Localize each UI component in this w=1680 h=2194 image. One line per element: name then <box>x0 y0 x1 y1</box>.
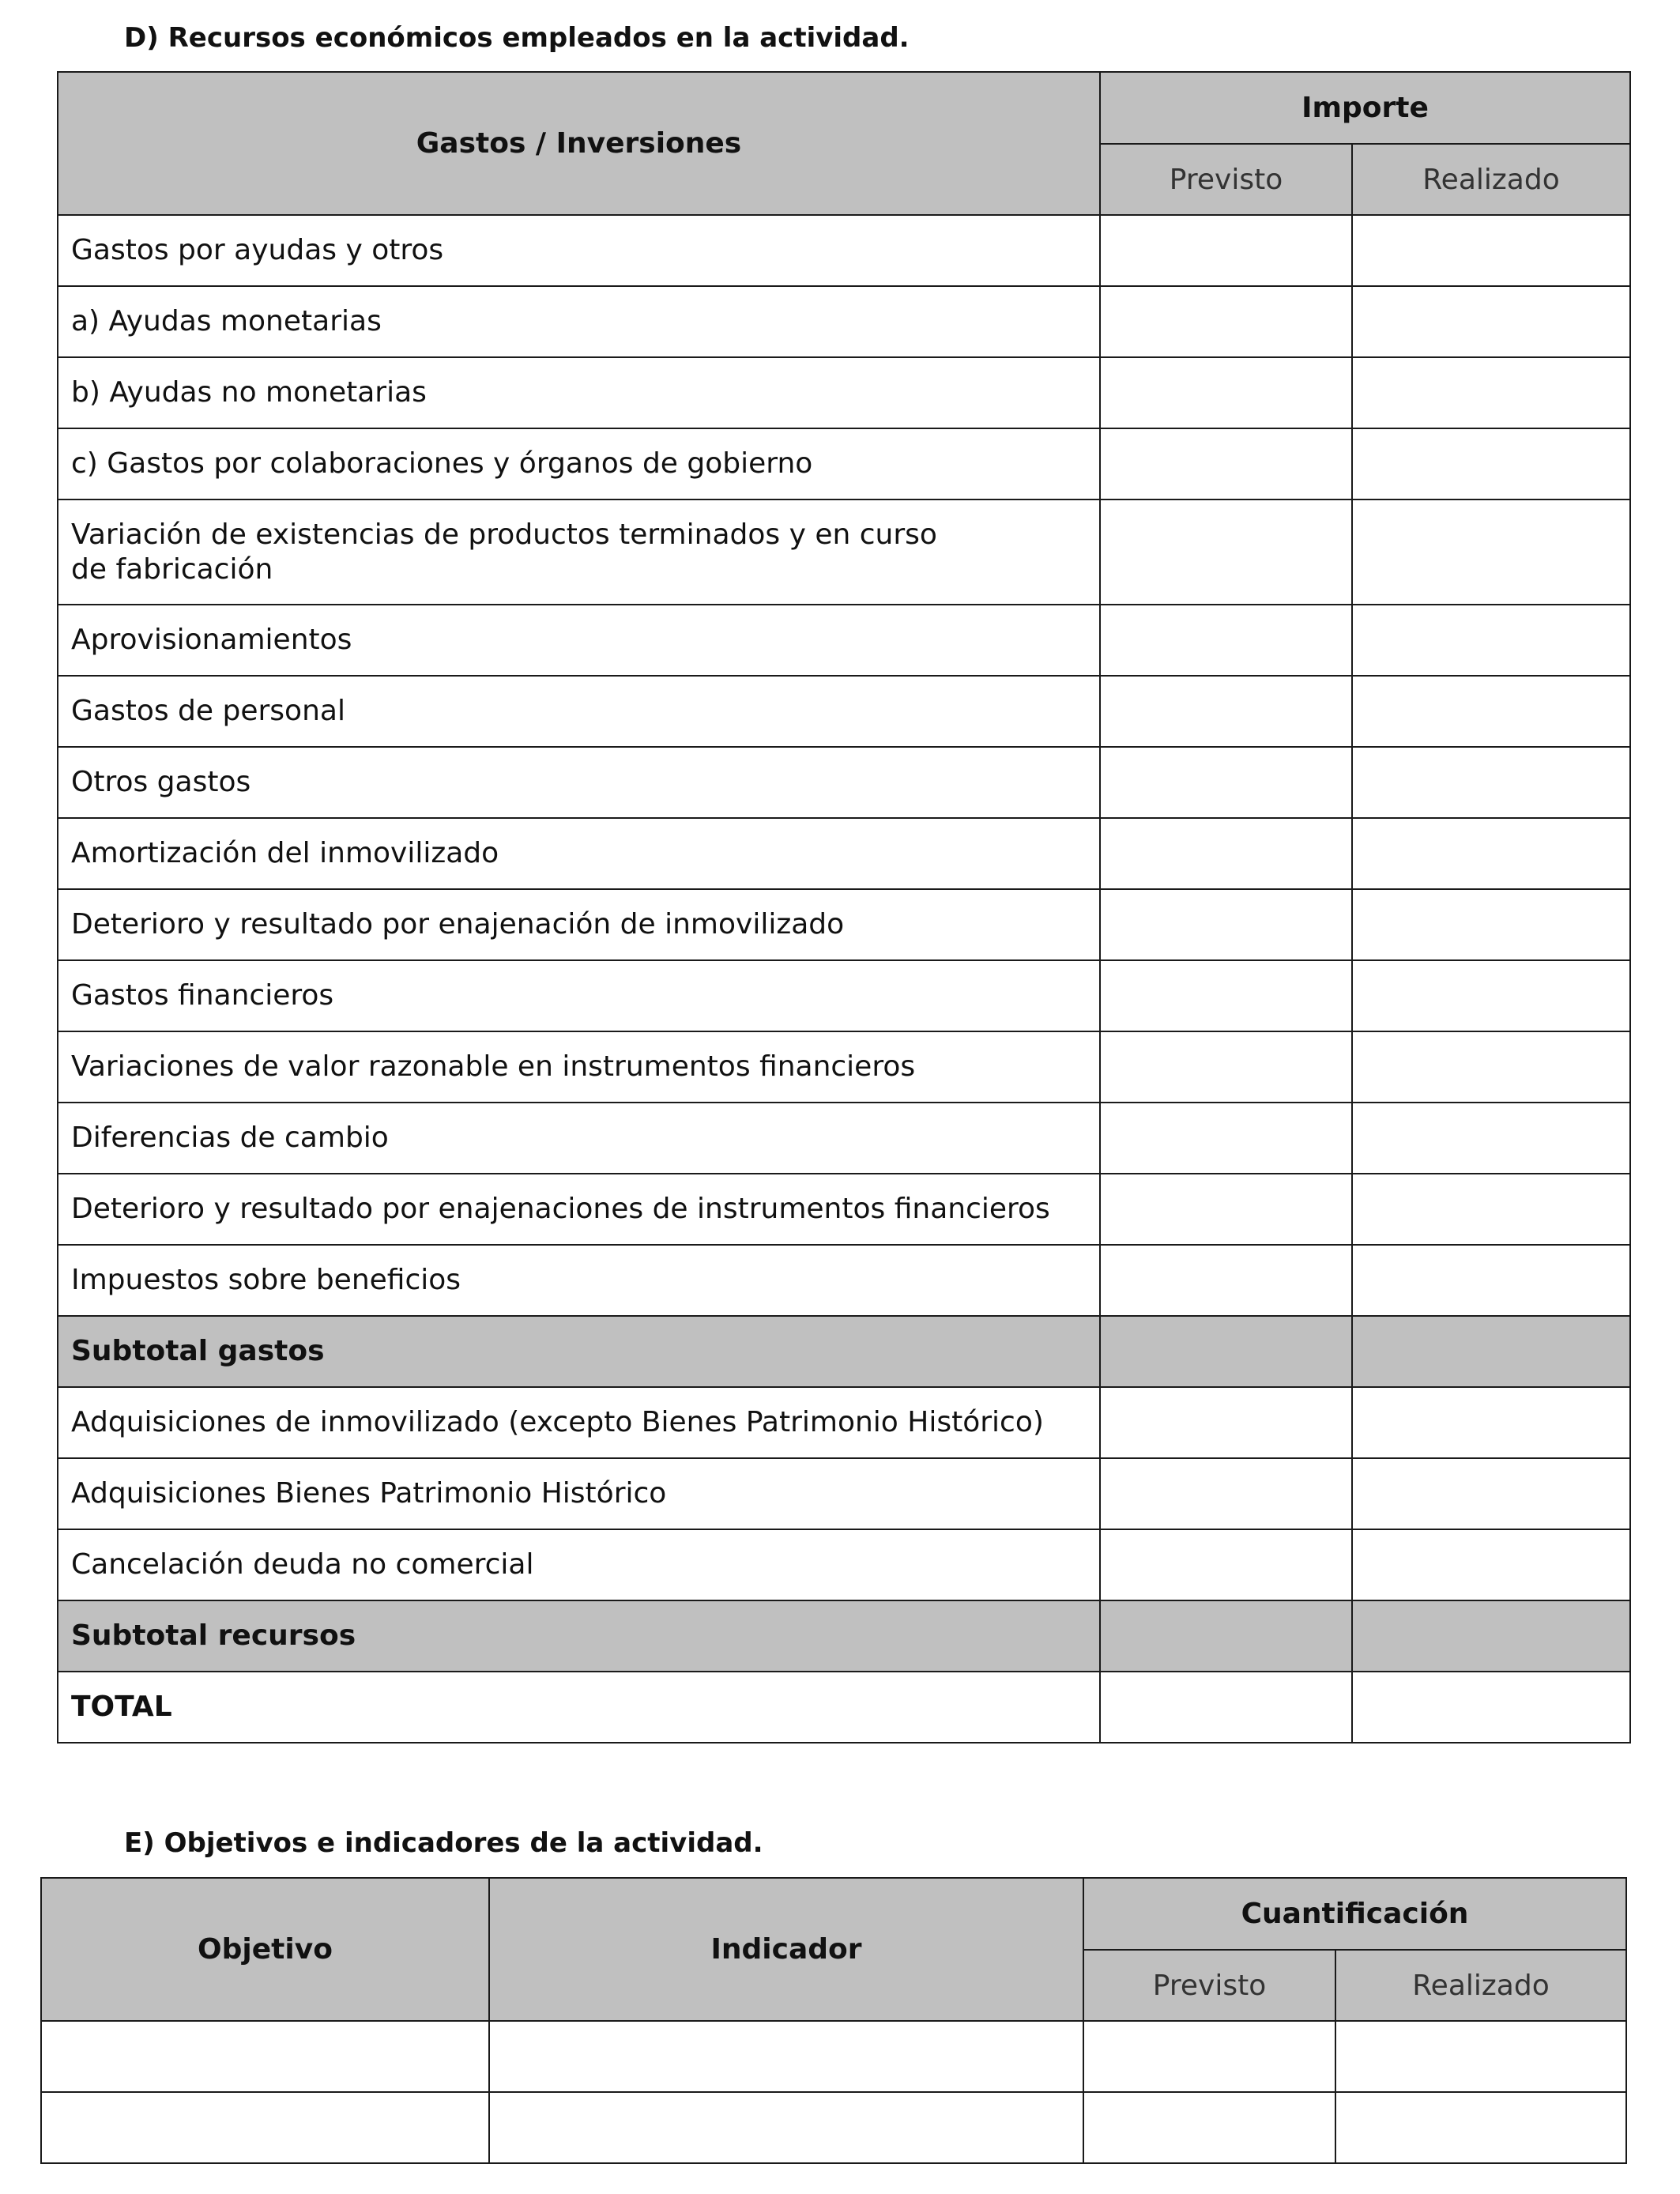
realizado-cell[interactable] <box>1352 1458 1630 1529</box>
previsto-cell[interactable] <box>1100 1245 1352 1316</box>
realizado-cell[interactable] <box>1352 1387 1630 1458</box>
realizado-cell[interactable] <box>1352 676 1630 747</box>
realizado-cell[interactable] <box>1335 2092 1626 2163</box>
row-label: Aprovisionamientos <box>58 605 1100 676</box>
realizado-cell[interactable] <box>1352 1031 1630 1103</box>
table-row <box>58 889 1630 960</box>
table-row <box>58 605 1630 676</box>
realizado-cell[interactable] <box>1352 215 1630 286</box>
realizado-cell[interactable] <box>1352 1529 1630 1600</box>
row-label: Adquisiciones Bienes Patrimonio Histórico <box>58 1458 1100 1529</box>
row-label: Otros gastos <box>58 747 1100 818</box>
table-row <box>58 499 1630 605</box>
previsto-cell[interactable] <box>1083 2021 1335 2092</box>
realizado-cell[interactable] <box>1352 960 1630 1031</box>
header-realizado: Realizado <box>1352 144 1630 215</box>
realizado-cell[interactable] <box>1352 747 1630 818</box>
table-row <box>58 676 1630 747</box>
realizado-cell[interactable] <box>1352 286 1630 357</box>
table-row <box>41 2021 1626 2092</box>
table-row <box>58 960 1630 1031</box>
header-indicador: Indicador <box>489 1878 1083 2021</box>
previsto-cell[interactable] <box>1100 215 1352 286</box>
row-label: Variación de existencias de productos terminados y en curso de fabricación <box>58 499 1100 605</box>
realizado-cell[interactable] <box>1352 499 1630 605</box>
previsto-cell[interactable] <box>1100 499 1352 605</box>
previsto-cell[interactable] <box>1100 1316 1352 1387</box>
indicador-cell[interactable] <box>489 2021 1083 2092</box>
table-row <box>58 1387 1630 1458</box>
previsto-cell[interactable] <box>1100 605 1352 676</box>
header-gastos-inversiones: Gastos / Inversiones <box>58 72 1100 215</box>
header-cuantificacion: Cuantificación <box>1083 1878 1626 1950</box>
indicador-cell[interactable] <box>489 2092 1083 2163</box>
realizado-cell[interactable] <box>1335 2021 1626 2092</box>
realizado-cell[interactable] <box>1352 1600 1630 1672</box>
previsto-cell[interactable] <box>1100 676 1352 747</box>
objetivo-cell[interactable] <box>41 2092 489 2163</box>
row-label: Adquisiciones de inmovilizado (excepto Bienes Patrimonio Histórico) <box>58 1387 1100 1458</box>
table-row <box>58 428 1630 499</box>
realizado-cell[interactable] <box>1352 357 1630 428</box>
table-row <box>41 2092 1626 2163</box>
section-e-title: E) Objetivos e indicadores de la actividad. <box>124 1827 763 1859</box>
row-label: b) Ayudas no monetarias <box>58 357 1100 428</box>
objectives-table <box>40 1877 1627 2164</box>
row-label: c) Gastos por colaboraciones y órganos de gobierno <box>58 428 1100 499</box>
table-row <box>58 1031 1630 1103</box>
realizado-cell[interactable] <box>1352 818 1630 889</box>
previsto-cell[interactable] <box>1100 960 1352 1031</box>
header-realizado: Realizado <box>1335 1950 1626 2021</box>
row-label: Deterioro y resultado por enajenaciones de instrumentos financieros <box>58 1174 1100 1245</box>
row-label: Deterioro y resultado por enajenación de inmovilizado <box>58 889 1100 960</box>
table-row <box>58 1529 1630 1600</box>
row-label: Cancelación deuda no comercial <box>58 1529 1100 1600</box>
row-label: Subtotal gastos <box>58 1316 1100 1387</box>
previsto-cell[interactable] <box>1100 1387 1352 1458</box>
realizado-cell[interactable] <box>1352 605 1630 676</box>
previsto-cell[interactable] <box>1100 1174 1352 1245</box>
table-row <box>58 215 1630 286</box>
realizado-cell[interactable] <box>1352 428 1630 499</box>
row-label: Gastos de personal <box>58 676 1100 747</box>
table-row <box>58 747 1630 818</box>
subtotal-recursos-row <box>58 1600 1630 1672</box>
row-label: Amortización del inmovilizado <box>58 818 1100 889</box>
resources-table <box>57 71 1631 1744</box>
realizado-cell[interactable] <box>1352 1672 1630 1743</box>
realizado-cell[interactable] <box>1352 1103 1630 1174</box>
row-label: Diferencias de cambio <box>58 1103 1100 1174</box>
row-label: Gastos financieros <box>58 960 1100 1031</box>
row-label: Gastos por ayudas y otros <box>58 215 1100 286</box>
header-importe: Importe <box>1100 72 1630 144</box>
previsto-cell[interactable] <box>1100 889 1352 960</box>
table-row <box>58 818 1630 889</box>
realizado-cell[interactable] <box>1352 1316 1630 1387</box>
previsto-cell[interactable] <box>1100 1458 1352 1529</box>
previsto-cell[interactable] <box>1100 428 1352 499</box>
header-previsto: Previsto <box>1083 1950 1335 2021</box>
row-label: TOTAL <box>58 1672 1100 1743</box>
header-previsto: Previsto <box>1100 144 1352 215</box>
table-row <box>58 357 1630 428</box>
previsto-cell[interactable] <box>1100 1600 1352 1672</box>
realizado-cell[interactable] <box>1352 1245 1630 1316</box>
realizado-cell[interactable] <box>1352 1174 1630 1245</box>
previsto-cell[interactable] <box>1100 357 1352 428</box>
header-objetivo: Objetivo <box>41 1878 489 2021</box>
previsto-cell[interactable] <box>1100 818 1352 889</box>
previsto-cell[interactable] <box>1100 1672 1352 1743</box>
row-label: Variaciones de valor razonable en instrumentos financieros <box>58 1031 1100 1103</box>
row-label: a) Ayudas monetarias <box>58 286 1100 357</box>
previsto-cell[interactable] <box>1100 747 1352 818</box>
total-row <box>58 1672 1630 1743</box>
realizado-cell[interactable] <box>1352 889 1630 960</box>
previsto-cell[interactable] <box>1100 1529 1352 1600</box>
previsto-cell[interactable] <box>1100 1031 1352 1103</box>
previsto-cell[interactable] <box>1100 286 1352 357</box>
previsto-cell[interactable] <box>1083 2092 1335 2163</box>
objetivo-cell[interactable] <box>41 2021 489 2092</box>
row-label: Subtotal recursos <box>58 1600 1100 1672</box>
table-row <box>58 1174 1630 1245</box>
table-row <box>58 1458 1630 1529</box>
table-row <box>58 1245 1630 1316</box>
subtotal-gastos-row <box>58 1316 1630 1387</box>
table-row <box>58 1103 1630 1174</box>
table-row <box>58 286 1630 357</box>
previsto-cell[interactable] <box>1100 1103 1352 1174</box>
section-d-title: D) Recursos económicos empleados en la actividad. <box>124 22 910 54</box>
row-label: Impuestos sobre beneficios <box>58 1245 1100 1316</box>
